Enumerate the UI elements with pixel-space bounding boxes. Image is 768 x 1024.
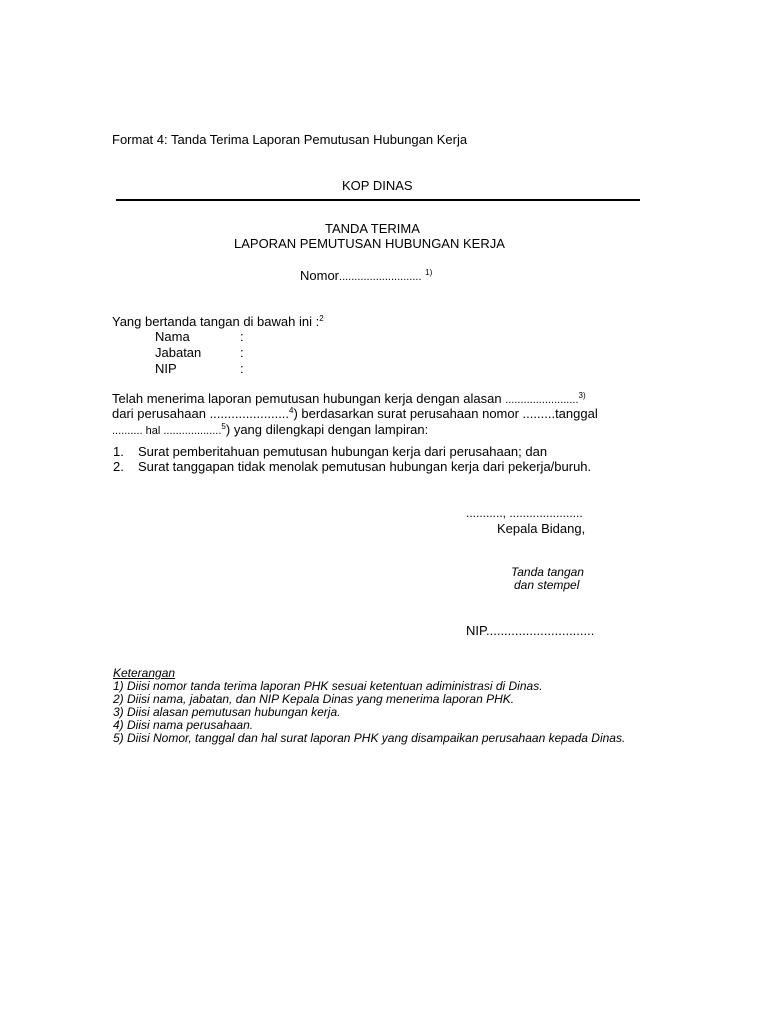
notes-item-1: 1) Diisi nomor tanda terima laporan PHK sesuai ketentuan adiministrasi di Dinas.: [113, 679, 543, 693]
body-line3-note: 5: [221, 422, 226, 431]
header-divider: [116, 199, 640, 201]
field-nama-label: Nama: [155, 329, 190, 344]
heading-line1: TANDA TERIMA: [325, 221, 420, 236]
signature-nip: NIP..............................: [466, 623, 595, 638]
nomor-note: 1): [425, 268, 433, 277]
format-title: Format 4: Tanda Terima Laporan Pemutusan Hubungan Kerja: [112, 132, 468, 147]
field-jabatan-label: Jabatan: [155, 345, 202, 360]
body-line2-b: ) berdasarkan surat perusahaan nomor .........tanggal: [293, 406, 598, 421]
body-line3-a: .......... hal ...................: [112, 425, 222, 437]
intro-note: 2: [319, 314, 324, 323]
body-line1-text: Telah menerima laporan pemutusan hubungan kerja dengan alasan: [112, 391, 502, 406]
attachment-2-text: Surat tanggapan tidak menolak pemutusan hubungan kerja dari pekerja/buruh.: [138, 459, 592, 474]
notes-item-2: 2) Diisi nama, jabatan, dan NIP Kepala Dinas yang menerima laporan PHK.: [113, 692, 515, 706]
notes-item-3: 3) Diisi alasan pemutusan hubungan kerja.: [113, 705, 341, 719]
nomor-line: [300, 268, 432, 283]
kop-dinas: KOP DINAS: [342, 178, 413, 193]
attachment-1-num: 1.: [113, 444, 124, 459]
body-line1-note: 3): [578, 391, 586, 400]
signature-position: Kepala Bidang,: [497, 521, 586, 536]
attachment-2-num: 2.: [113, 459, 124, 474]
body-line2-a: dari perusahaan ......................: [112, 406, 290, 421]
intro-line: [112, 314, 324, 329]
field-nip-label: NIP: [155, 361, 177, 376]
notes-item-4: 4) Diisi nama perusahaan.: [113, 718, 254, 732]
signature-sign-line2: dan stempel: [514, 578, 580, 592]
signature-sign-line1: Tanda tangan: [511, 565, 584, 579]
signature-place-date: ..........., ......................: [466, 506, 583, 520]
notes-title: Keterangan: [113, 666, 176, 680]
nomor-label: Nomor: [300, 268, 340, 283]
body-line3-b: ) yang dilengkapi dengan lampiran:: [225, 422, 429, 437]
field-nip-colon: :: [240, 361, 244, 376]
body-line3: [112, 422, 428, 437]
field-jabatan-colon: :: [240, 345, 244, 360]
nomor-dots: ...........................: [339, 271, 422, 283]
body-line1: [112, 391, 586, 406]
attachment-1-text: Surat pemberitahuan pemutusan hubungan kerja dari perusahaan; dan: [138, 444, 548, 459]
notes-item-5: 5) Diisi Nomor, tanggal dan hal surat laporan PHK yang disampaikan perusahaan kepada Dinas.: [113, 731, 626, 745]
field-nama-colon: :: [240, 329, 244, 344]
body-line2: [112, 406, 598, 421]
body-line2-note: 4: [289, 406, 294, 415]
heading-line2: LAPORAN PEMUTUSAN HUBUNGAN KERJA: [234, 236, 505, 251]
body-line1-dots: ........................: [505, 394, 579, 406]
intro-text: Yang bertanda tangan di bawah ini :: [112, 314, 320, 329]
